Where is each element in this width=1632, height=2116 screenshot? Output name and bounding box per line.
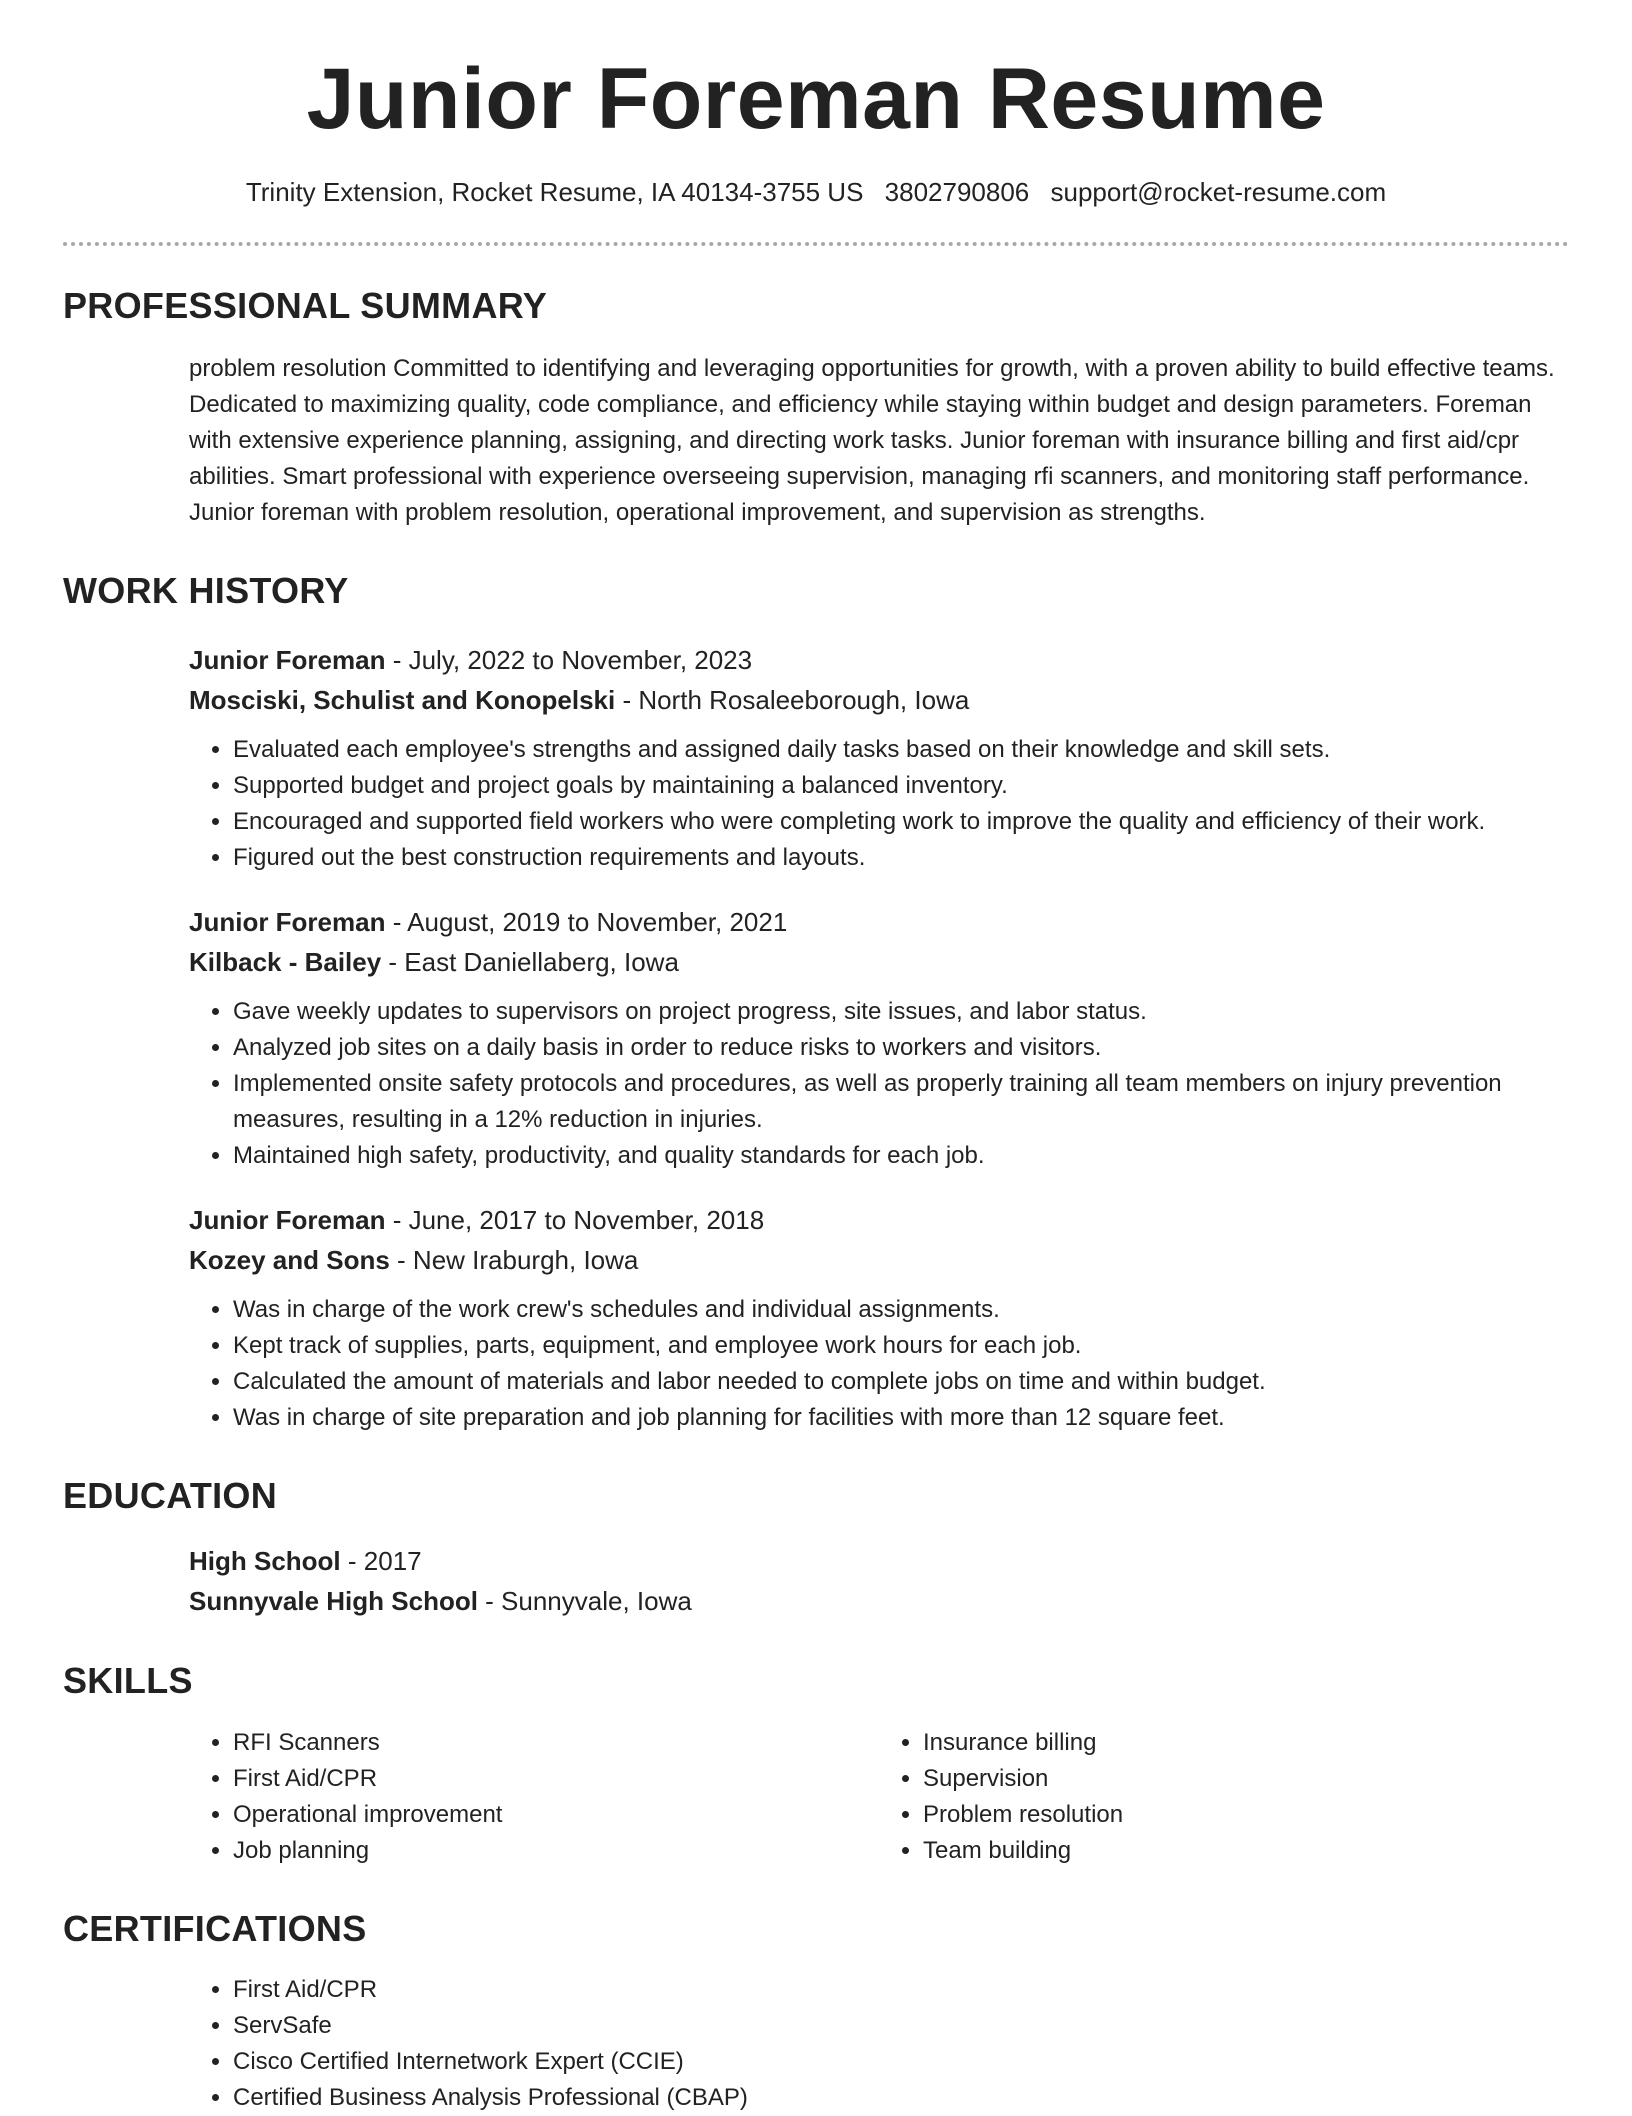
job-title: Junior Foreman [189,645,386,676]
job-bullet: • Analyzed job sites on a daily basis in order to reduce risks to workers and visitors. [233,1030,1569,1066]
education-degree: High School [189,1546,341,1577]
section-title-education: EDUCATION [63,1475,278,1517]
skill-item: • Operational improvement [233,1797,879,1833]
summary-text: problem resolution Committed to identifying and leveraging opportunities for growth, with a proven ability to build effective teams. Dedicated to maximizing quality, code compliance, and efficiency while staying within budget and design parameters. Foreman with extensive experience planning, assigning, and directing work tasks. Junior foreman with insurance billing and first aid/cpr abilities. Smart professional with experience overseeing supervision, managing rfi scanners, and monitoring staff performance. Junior foreman with problem resolution, operational improvement, and supervision as strengths. [189,354,1555,526]
job-location: - East Daniellaberg, Iowa [381,947,679,978]
job-dates: - August, 2019 to November, 2021 [385,907,788,938]
job-title-line [189,640,1569,680]
contact-address: Trinity Extension, Rocket Resume, IA 40134-3755 US [245,176,864,207]
skills-grid [189,1725,1569,1869]
job-location: - New Iraburgh, Iowa [389,1245,639,1276]
job-bullets [189,1292,1569,1436]
section-title-summary: PROFESSIONAL SUMMARY [63,284,548,326]
certifications-list [189,1972,1569,2116]
job-company: Kozey and Sons [189,1245,390,1276]
job-title-line [189,902,1569,942]
job-bullet: • Maintained high safety, productivity, and quality standards for each job. [233,1138,1569,1174]
job-title: Junior Foreman [189,907,386,938]
job-bullet: • Evaluated each employee's strengths and assigned daily tasks based on their knowledge and skill sets. [233,732,1569,768]
job-title: Junior Foreman [189,1205,386,1236]
skill-item: • Supervision [923,1761,1569,1797]
education-school: Sunnyvale High School [189,1586,478,1617]
job-dates: - June, 2017 to November, 2018 [385,1205,765,1236]
section-title-work-history: WORK HISTORY [63,569,349,611]
skill-item: • First Aid/CPR [233,1761,879,1797]
skill-item: • RFI Scanners [233,1725,879,1761]
job-bullet: • Gave weekly updates to supervisors on project progress, site issues, and labor status. [233,994,1569,1030]
job-bullets [189,732,1569,876]
education-year: - 2017 [340,1546,422,1577]
certification-item: • Cisco Certified Internetwork Expert (CCIE) [233,2044,1569,2080]
job-dates: - July, 2022 to November, 2023 [385,645,753,676]
skill-item: • Problem resolution [923,1797,1569,1833]
job-entry [189,640,1569,876]
job-bullets [189,994,1569,1174]
skill-item: • Job planning [233,1833,879,1869]
resume-title: Junior Foreman Resume [306,51,1326,147]
job-company-line [189,1240,1569,1280]
job-bullet: • Was in charge of site preparation and job planning for facilities with more than 12 square feet. [233,1400,1569,1436]
contact-line [63,177,1569,208]
job-location: - North Rosaleeborough, Iowa [615,685,970,716]
certification-item: • First Aid/CPR [233,1972,1569,2008]
certification-bullets [189,1972,1569,2116]
job-company: Kilback - Bailey [189,947,382,978]
job-bullet: • Kept track of supplies, parts, equipment, and employee work hours for each job. [233,1328,1569,1364]
job-bullet: • Encouraged and supported field workers who were completing work to improve the quality and efficiency of their work. [233,804,1569,840]
job-bullet: • Implemented onsite safety protocols and procedures, as well as properly training all team members on injury prevention measures, resulting in a 12% reduction in injuries. [233,1066,1569,1138]
job-entry [189,902,1569,1174]
job-bullet: • Calculated the amount of materials and labor needed to complete jobs on time and within budget. [233,1364,1569,1400]
job-bullet: • Figured out the best construction requirements and layouts. [233,840,1569,876]
education-degree-line [189,1541,1569,1581]
education-entry [189,1541,1569,1621]
job-company-line [189,942,1569,982]
education-school-line [189,1581,1569,1621]
certification-item: • ServSafe [233,2008,1569,2044]
header-divider [63,242,1569,246]
contact-phone: 3802790806 [884,176,1030,207]
section-title-certifications: CERTIFICATIONS [63,1907,367,1949]
contact-email: support@rocket-resume.com [1050,176,1387,207]
education-location: - Sunnyvale, Iowa [477,1586,692,1617]
skills-column-left [189,1725,879,1869]
job-bullet: • Supported budget and project goals by maintaining a balanced inventory. [233,768,1569,804]
skill-item: • Insurance billing [923,1725,1569,1761]
certification-item: • Certified Business Analysis Professional (CBAP) [233,2080,1569,2116]
job-company: Mosciski, Schulist and Konopelski [189,685,616,716]
section-title-skills: SKILLS [63,1660,193,1702]
job-company-line [189,680,1569,720]
work-history-list [189,640,1569,1436]
job-bullet: • Was in charge of the work crew's schedules and individual assignments. [233,1292,1569,1328]
job-entry [189,1200,1569,1436]
skill-item: • Team building [923,1833,1569,1869]
skills-column-right [879,1725,1569,1869]
job-title-line [189,1200,1569,1240]
